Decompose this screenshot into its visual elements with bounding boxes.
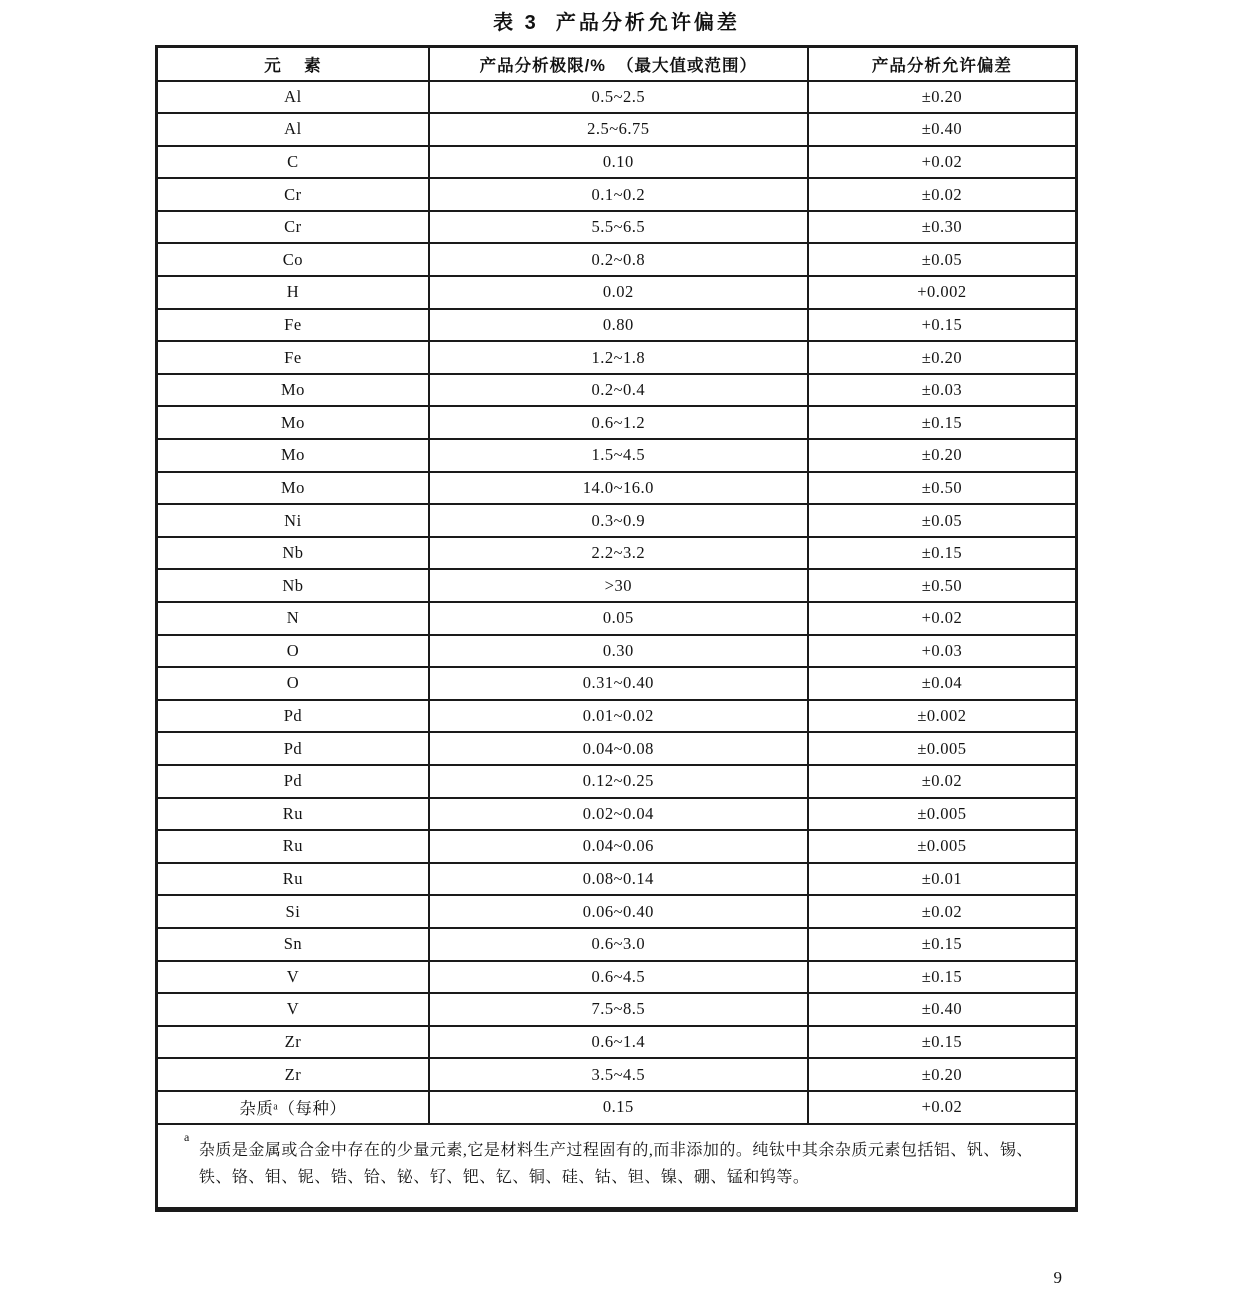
table-row [157,146,1077,179]
element-cell: V [157,993,429,1026]
element-cell: Nb [157,569,429,602]
limit-cell: 0.10 [429,146,808,179]
table-row [157,863,1077,896]
table-row [157,993,1077,1026]
element-cell: N [157,602,429,635]
tolerance-cell: ±0.02 [808,895,1077,928]
footnote-text: 杂质是金属或合金中存在的少量元素,它是材料生产过程固有的,而非添加的。纯钛中其余杂质元素包括铝、钒、锡、铁、铬、钼、铌、锆、铪、铋、钌、钯、钇、铜、硅、钴、钽、镍、硼、锰和钨等。 [198,1141,1033,1186]
limit-cell: 0.6~1.2 [429,406,808,439]
tolerance-cell: ±0.01 [808,863,1077,896]
tolerance-cell: ±0.005 [808,830,1077,863]
table-row [157,1091,1077,1124]
element-cell: Ni [157,504,429,537]
tolerance-cell: ±0.05 [808,504,1077,537]
tolerance-cell: +0.002 [808,276,1077,309]
limit-cell: 0.30 [429,635,808,668]
element-cell: Pd [157,700,429,733]
table-row [157,406,1077,439]
limit-cell: 0.02 [429,276,808,309]
table-row [157,243,1077,276]
tolerance-cell: +0.02 [808,602,1077,635]
tolerance-cell: ±0.20 [808,439,1077,472]
limit-cell: 0.6~4.5 [429,961,808,994]
tolerance-cell: ±0.15 [808,961,1077,994]
table-row [157,602,1077,635]
tolerance-cell: ±0.005 [808,798,1077,831]
table-row [157,1058,1077,1091]
limit-cell: 0.04~0.06 [429,830,808,863]
table-row [157,765,1077,798]
tolerance-cell: ±0.15 [808,1026,1077,1059]
table-row [157,439,1077,472]
element-cell: Al [157,81,429,114]
tolerance-cell: ±0.002 [808,700,1077,733]
header-row [157,47,1077,81]
tolerance-cell: ±0.20 [808,81,1077,114]
table-row [157,895,1077,928]
element-cell: Ru [157,830,429,863]
limit-cell: 0.31~0.40 [429,667,808,700]
limit-cell: 0.6~1.4 [429,1026,808,1059]
tolerance-cell: ±0.50 [808,569,1077,602]
element-cell: Mo [157,439,429,472]
table-footnote [184,1129,1059,1191]
tolerance-cell: ±0.02 [808,765,1077,798]
limit-cell: 0.2~0.4 [429,374,808,407]
tolerance-cell: ±0.05 [808,243,1077,276]
element-cell: Pd [157,732,429,765]
tolerance-cell: +0.02 [808,1091,1077,1124]
element-cell: Si [157,895,429,928]
element-cell: Cr [157,211,429,244]
tolerance-cell: ±0.15 [808,928,1077,961]
limit-cell: 0.04~0.08 [429,732,808,765]
table-row [157,309,1077,342]
page-number: 9 [1053,1268,1062,1287]
footnote-row [157,1124,1077,1210]
element-cell: V [157,961,429,994]
limit-cell: 0.6~3.0 [429,928,808,961]
table-row [157,569,1077,602]
table-row [157,113,1077,146]
table-title: 表 3 产品分析允许偏差 [493,12,740,34]
footnote-cell [157,1124,1077,1210]
table-row [157,537,1077,570]
limit-cell: 0.2~0.8 [429,243,808,276]
table-row [157,374,1077,407]
table-row [157,830,1077,863]
element-cell: Ru [157,863,429,896]
table-row [157,667,1077,700]
tolerance-cell: ±0.20 [808,341,1077,374]
element-cell: Mo [157,472,429,505]
element-cell: Ru [157,798,429,831]
table-row [157,276,1077,309]
element-cell: Mo [157,406,429,439]
table-row [157,504,1077,537]
element-cell: Co [157,243,429,276]
table-row [157,341,1077,374]
tolerance-cell: +0.02 [808,146,1077,179]
element-cell: Cr [157,178,429,211]
table-row [157,472,1077,505]
analysis-tolerance-table [155,45,1078,1212]
limit-cell: 0.02~0.04 [429,798,808,831]
limit-cell: >30 [429,569,808,602]
element-cell: Sn [157,928,429,961]
tolerance-cell: ±0.40 [808,113,1077,146]
table-row [157,81,1077,114]
element-cell: C [157,146,429,179]
limit-cell: 5.5~6.5 [429,211,808,244]
table-row [157,798,1077,831]
element-cell: H [157,276,429,309]
limit-cell: 1.2~1.8 [429,341,808,374]
limit-cell: 1.5~4.5 [429,439,808,472]
limit-cell: 14.0~16.0 [429,472,808,505]
col-header-element: 元 素 [157,47,429,81]
element-cell: Pd [157,765,429,798]
col-header-tolerance: 产品分析允许偏差 [808,47,1077,81]
table-row [157,178,1077,211]
element-cell: O [157,635,429,668]
table-row [157,211,1077,244]
element-cell: Al [157,113,429,146]
element-cell: Mo [157,374,429,407]
element-cell: O [157,667,429,700]
limit-cell: 0.05 [429,602,808,635]
table-block [155,6,1078,1212]
limit-cell: 2.2~3.2 [429,537,808,570]
limit-cell: 0.01~0.02 [429,700,808,733]
tolerance-cell: +0.15 [808,309,1077,342]
table-row [157,1026,1077,1059]
element-cell: Fe [157,341,429,374]
tolerance-cell: ±0.04 [808,667,1077,700]
table-row [157,961,1077,994]
element-cell: Zr [157,1058,429,1091]
tolerance-cell: ±0.40 [808,993,1077,1026]
limit-cell: 0.80 [429,309,808,342]
limit-cell: 0.5~2.5 [429,81,808,114]
tolerance-cell: ±0.005 [808,732,1077,765]
limit-cell: 0.06~0.40 [429,895,808,928]
col-header-limit: 产品分析极限/% （最大值或范围） [429,47,808,81]
limit-cell: 0.12~0.25 [429,765,808,798]
element-cell: 杂质ᵃ（每种） [157,1091,429,1124]
tolerance-cell: ±0.03 [808,374,1077,407]
footnote-marker: a [184,1129,190,1144]
element-cell: Fe [157,309,429,342]
element-cell: Nb [157,537,429,570]
limit-cell: 0.1~0.2 [429,178,808,211]
tolerance-cell: ±0.15 [808,537,1077,570]
tolerance-cell: ±0.20 [808,1058,1077,1091]
limit-cell: 3.5~4.5 [429,1058,808,1091]
limit-cell: 0.08~0.14 [429,863,808,896]
table-row [157,635,1077,668]
table-row [157,732,1077,765]
tolerance-cell: +0.03 [808,635,1077,668]
tolerance-cell: ±0.02 [808,178,1077,211]
tolerance-cell: ±0.30 [808,211,1077,244]
limit-cell: 0.15 [429,1091,808,1124]
table-row [157,928,1077,961]
tolerance-cell: ±0.50 [808,472,1077,505]
limit-cell: 0.3~0.9 [429,504,808,537]
limit-cell: 7.5~8.5 [429,993,808,1026]
limit-cell: 2.5~6.75 [429,113,808,146]
table-row [157,700,1077,733]
tolerance-cell: ±0.15 [808,406,1077,439]
element-cell: Zr [157,1026,429,1059]
